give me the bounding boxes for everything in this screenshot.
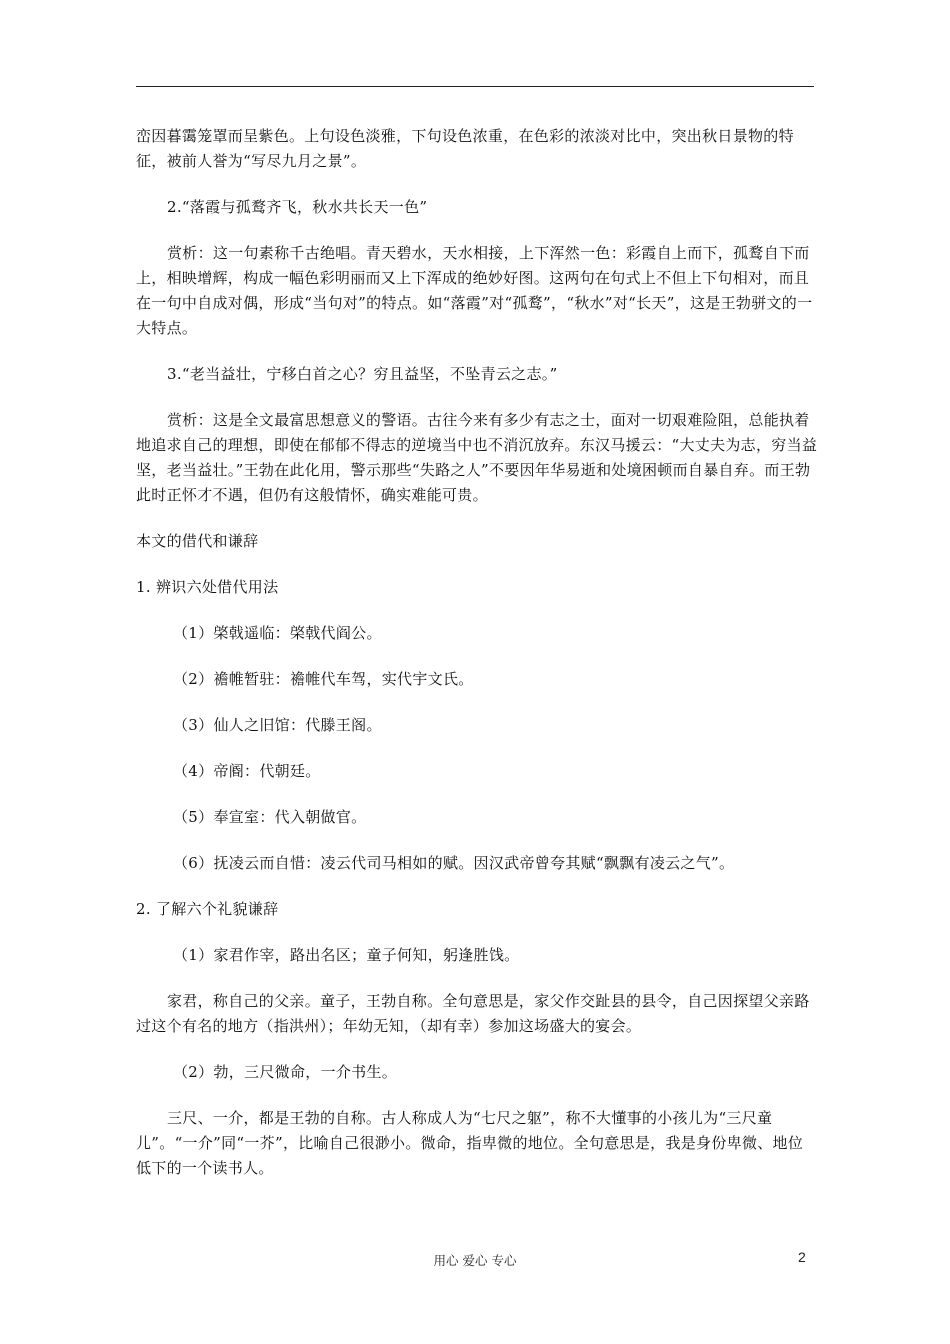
subsection-heading-2: 2. 了解六个礼貌谦辞 <box>136 900 279 918</box>
list-item: （6）抚凌云而自惜：凌云代司马相如的赋。因汉武帝曾夸其赋“飘飘有凌云之气”。 <box>173 854 735 872</box>
list-item: （3）仙人之旧馆：代滕王阁。 <box>173 716 382 734</box>
list-item: （2）勃，三尺微命，一介书生。 <box>173 1063 398 1081</box>
page-number: 2 <box>798 1249 806 1265</box>
list-item: （1）家君作宰，路出名区；童子何知，躬逢胜饯。 <box>173 946 520 964</box>
subsection-heading-1: 1. 辨识六处借代用法 <box>136 578 279 596</box>
footer-motto: 用心 爱心 专心 <box>433 1253 517 1268</box>
analysis-paragraph-3: 赏析：这是全文最富思想意义的警语。古往今来有多少有志之士，面对一切艰难险阻，总能执着地追求自己的理想，即使在郁郁不得志的逆境当中也不消沉放弃。东汉马援云：“大丈夫为志，穷当益坚，老当益壮。”王勃在此化用，警示那些“失路之人”不要因年华易逝和处境困顿而自暴自弃。而王勃此时正怀才不遇，但仍有这般情怀，确实难能可贵。 <box>136 411 818 504</box>
explanation-paragraph: 三尺、一介，都是王勃的自称。古人称成人为“七尺之躯”，称不大懂事的小孩儿为“三尺童儿”。“一介”同“一芥”，比喻自己很渺小。微命，指卑微的地位。全句意思是，我是身份卑微、地位低下的一个读书人。 <box>136 1109 804 1177</box>
explanation-paragraph: 家君，称自己的父亲。童子，王勃自称。全句意思是，家父作交趾县的县令，自己因探望父亲路过这个有名的地方（指洪州）；年幼无知，（却有幸）参加这场盛大的宴会。 <box>136 992 810 1035</box>
header-rule <box>136 86 814 87</box>
analysis-paragraph-2: 赏析：这一句素称千古绝唱。青天碧水，天水相接，上下浑然一色：彩霞自上而下，孤鹜自下而上，相映增辉，构成一幅色彩明丽而又上下浑成的绝妙好图。这两句在句式上不但上下句相对，而且在一句中自成对偶，形成“当句对”的特点。如“落霞”对“孤鹜”，“秋水”对“长天”，这是王勃骈文的一大特点。 <box>136 244 813 337</box>
list-item: （1）棨戟遥临：棨戟代阎公。 <box>173 624 382 642</box>
quote-heading-3: 3.“老当益壮，宁移白首之心？穷且益坚，不坠青云之志。” <box>167 365 558 383</box>
quote-heading-2: 2.“落霞与孤鹜齐飞，秋水共长天一色” <box>167 198 428 216</box>
list-item: （5）奉宣室：代入朝做官。 <box>173 808 367 826</box>
list-item: （2）襜帷暂驻：襜帷代车驾，实代宇文氏。 <box>173 670 474 688</box>
list-item: （4）帝阍：代朝廷。 <box>173 762 321 780</box>
body-text <box>136 124 818 1202</box>
paragraph-continuation: 峦因暮霭笼罩而呈紫色。上句设色淡雅，下句设色浓重，在色彩的浓淡对比中，突出秋日景物的特征，被前人誉为“写尽九月之景”。 <box>136 127 794 170</box>
section-heading: 本文的借代和谦辞 <box>136 532 259 550</box>
